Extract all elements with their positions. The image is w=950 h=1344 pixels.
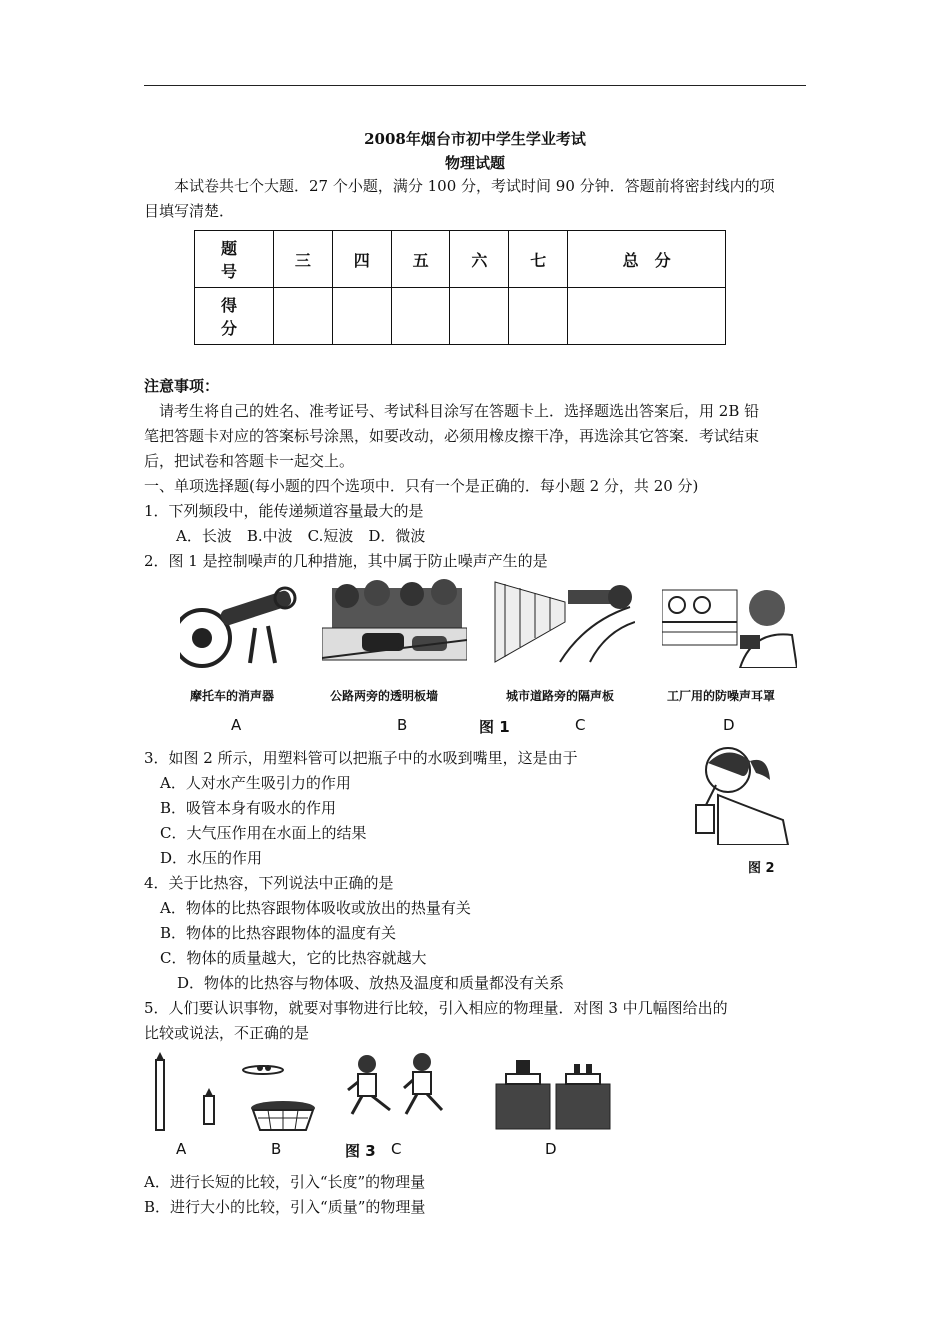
score-cell[interactable]: [391, 288, 450, 345]
fig1-letter-a: A: [231, 716, 242, 734]
q2-stem: 2．图 1 是控制噪声的几种措施，其中属于防止噪声产生的是: [144, 552, 548, 570]
score-header-4: 四: [332, 231, 391, 288]
q1-options: A．长波 B.中波 C.短波 D．微波: [176, 527, 426, 545]
fig3-letter-c: C: [391, 1140, 402, 1158]
score-cell[interactable]: [450, 288, 509, 345]
fig3-letter-b: B: [271, 1140, 282, 1158]
q5-option-b: B．进行大小的比较，引入“质量”的物理量: [144, 1198, 426, 1216]
fig1-label: 图 1: [479, 718, 510, 736]
fig1-caption-b: 公路两旁的透明板墙: [330, 689, 439, 703]
straw-drinking-figure: [688, 745, 793, 845]
q4-option-c: C．物体的质量越大，它的比热容就越大: [160, 949, 427, 967]
score-cell[interactable]: [509, 288, 568, 345]
highway-barrier-figure: [322, 578, 467, 663]
q5-stem-line2: 比较或说法，不正确的是: [144, 1024, 310, 1042]
exam-subtitle: 物理试题: [444, 154, 505, 172]
runners-compare-figure: [342, 1052, 447, 1130]
earmuff-worker-figure: [662, 580, 797, 668]
intro-line2: 目填写清楚．: [144, 202, 235, 220]
q3-option-b: B．吸管本身有吸水的作用: [160, 799, 337, 817]
score-header-label: 题 号: [195, 231, 274, 288]
score-header-3: 三: [274, 231, 333, 288]
q3-stem: 3．如图 2 所示，用塑料管可以把瓶子中的水吸到嘴里，这是由于: [144, 749, 578, 767]
fig2-label: 图 2: [748, 861, 775, 876]
q4-stem: 4．关于比热容，下列说法中正确的是: [144, 874, 394, 892]
fig3-letter-d: D: [545, 1140, 557, 1158]
q1-stem: 1．下列频段中，能传递频道容量最大的是: [144, 502, 424, 520]
fig1-letter-c: C: [575, 716, 586, 734]
fig3-letter-a: A: [176, 1140, 187, 1158]
q3-option-d: D．水压的作用: [160, 849, 263, 867]
header-rule: [144, 85, 806, 86]
intro-line1: 本试卷共七个大题．27 个小题，满分 100 分，考试时间 90 分钟．答题前将密封线内的项: [174, 177, 775, 195]
score-row-label: 得 分: [195, 288, 274, 345]
q5-option-a: A．进行长短的比较，引入“长度”的物理量: [144, 1173, 426, 1191]
q4-option-a: A．物体的比热容跟物体吸收或放出的热量有关: [160, 899, 471, 917]
exam-title: 2008年烟台市初中学生学业考试: [364, 130, 586, 148]
q4-option-d: D．物体的比热容与物体吸、放热及温度和质量都没有关系: [177, 974, 565, 992]
fig1-caption-a: 摩托车的消声器: [190, 689, 275, 703]
notes-line1: 请考生将自己的姓名、准考证号、考试科目涂写在答题卡上．选择题选出答案后，用 2B 铅: [159, 402, 760, 420]
notes-line3: 后，把试卷和答题卡一起交上。: [144, 452, 355, 470]
score-header-7: 七: [509, 231, 568, 288]
fig3-label: 图 3: [345, 1142, 376, 1160]
basket-compare-figure: [238, 1058, 323, 1138]
section1-heading: 一、单项选择题(每小题的四个选项中．只有一个是正确的．每小题 2 分，共 20 分): [144, 477, 699, 495]
q3-option-c: C．大气压作用在水面上的结果: [160, 824, 367, 842]
fig1-caption-c: 城市道路旁的隔声板: [506, 689, 615, 703]
q5-stem-line1: 5．人们要认识事物，就要对事物进行比较，引入相应的物理量．对图 3 中几幅图给出的: [144, 999, 728, 1017]
score-cell[interactable]: [274, 288, 333, 345]
fig1-caption-d: 工厂用的防噪声耳罩: [667, 689, 776, 703]
sound-barrier-figure: [490, 572, 635, 664]
score-header-6: 六: [450, 231, 509, 288]
score-header-total: 总 分: [568, 231, 726, 288]
q3-option-a: A．人对水产生吸引力的作用: [160, 774, 351, 792]
muffler-figure: [180, 578, 300, 673]
q4-option-b: B．物体的比热容跟物体的温度有关: [160, 924, 397, 942]
score-cell[interactable]: [332, 288, 391, 345]
notes-heading: 注意事项：: [144, 377, 220, 395]
pencil-compare-figure: [150, 1052, 225, 1132]
score-header-5: 五: [391, 231, 450, 288]
notes-line2: 笔把答题卡对应的答案标号涂黑，如要改动，必须用橡皮擦干净，再选涂其它答案．考试结束: [144, 427, 760, 445]
score-table: [194, 230, 726, 345]
fig1-letter-b: B: [397, 716, 408, 734]
pressure-compare-figure: [494, 1056, 612, 1131]
score-cell[interactable]: [568, 288, 726, 345]
fig1-letter-d: D: [723, 716, 735, 734]
